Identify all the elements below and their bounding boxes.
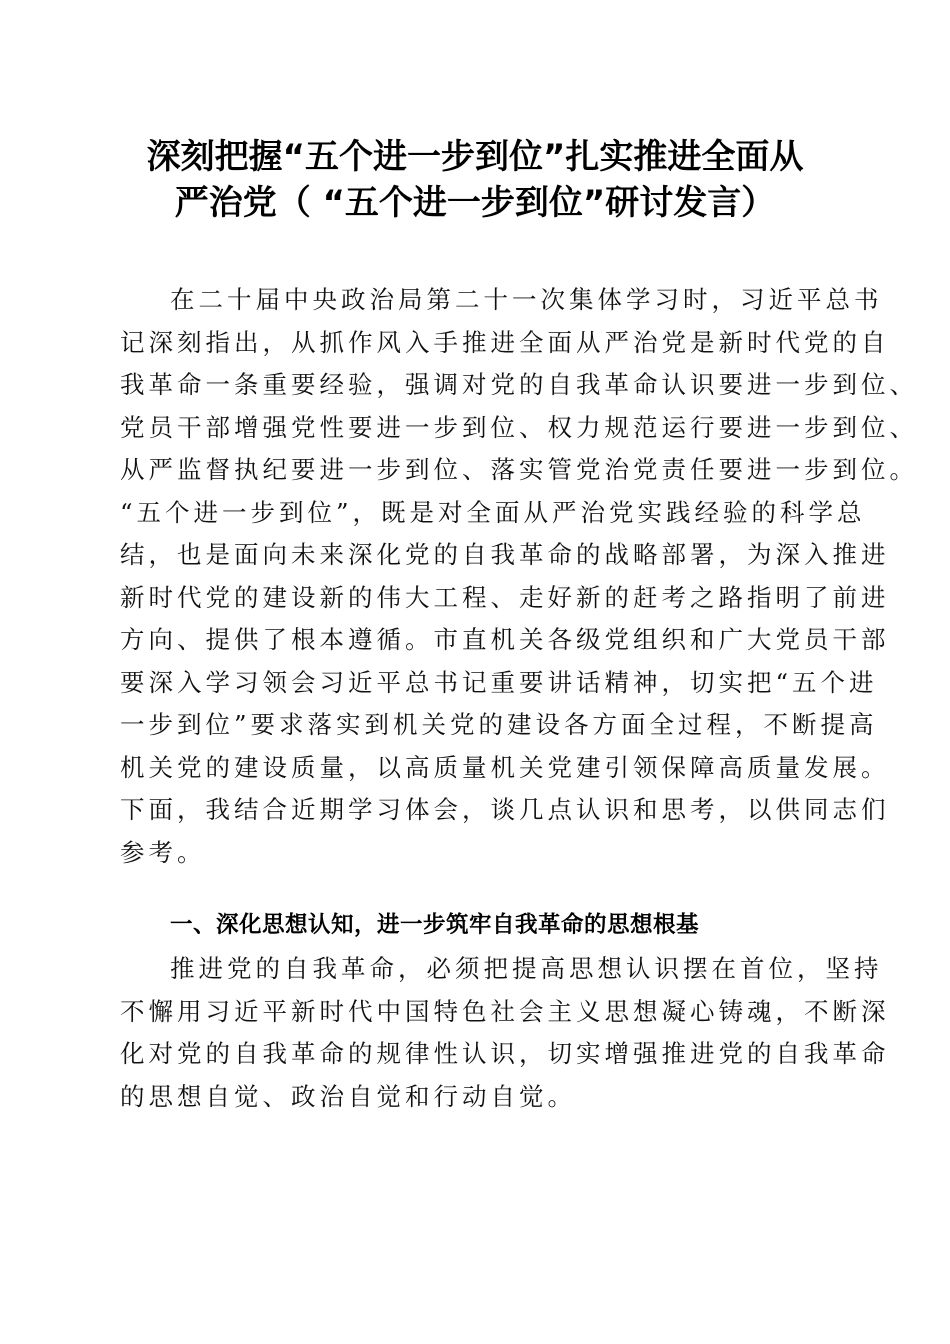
paragraph-line: 下面，我结合近期学习体会，谈几点认识和思考，以供同志们 bbox=[120, 795, 890, 824]
paragraph-line: 要深入学习领会习近平总书记重要讲话精神，切实把“五个进 bbox=[120, 667, 878, 697]
paragraph-line: 从严监督执纪要进一步到位、落实管党治党责任要进一步到位。 bbox=[120, 455, 918, 484]
paragraph-line: 的思想自觉、政治自觉和行动自觉。 bbox=[120, 1081, 576, 1111]
document-title bbox=[100, 134, 850, 226]
paragraph-line: 一步到位”要求落实到机关党的建设各方面全过程，不断提高 bbox=[120, 710, 878, 739]
paragraph-line: 党员干部增强党性要进一步到位、权力规范运行要进一步到位、 bbox=[120, 412, 918, 442]
paragraph-line: 参考。 bbox=[120, 837, 206, 867]
paragraph-line: 结，也是面向未来深化党的自我革命的战略部署，为深入推进 bbox=[120, 540, 890, 569]
paragraph-line: 方向、提供了根本遵循。市直机关各级党组织和广大党员干部 bbox=[120, 625, 890, 654]
paragraph-line: 我革命一条重要经验，强调对党的自我革命认识要进一步到位、 bbox=[120, 370, 918, 399]
paragraph-line: “五个进一步到位”，既是对全面从严治党实践经验的科学总 bbox=[120, 497, 866, 527]
paragraph-line: 在二十届中央政治局第二十一次集体学习时，习近平总书 bbox=[170, 285, 883, 314]
paragraph-line: 不懈用习近平新时代中国特色社会主义思想凝心铸魂，不断深 bbox=[120, 996, 890, 1026]
paragraph-line: 新时代党的建设新的伟大工程、走好新的赶考之路指明了前进 bbox=[120, 582, 890, 612]
paragraph-section-1 bbox=[120, 948, 890, 1118]
paragraph-line: 机关党的建设质量，以高质量机关党建引领保障高质量发展。 bbox=[120, 752, 890, 782]
section-heading-1: 一、深化思想认知，进一步筑牢自我革命的思想根基 bbox=[170, 912, 700, 938]
title-line-2: 严治党（ “五个进一步到位”研讨发言） bbox=[174, 183, 776, 223]
paragraph-intro bbox=[120, 279, 918, 874]
paragraph-line: 化对党的自我革命的规律性认识，切实增强推进党的自我革命 bbox=[120, 1039, 890, 1068]
paragraph-line: 记深刻指出，从抓作风入手推进全面从严治党是新时代党的自 bbox=[120, 327, 890, 357]
title-line-1: 深刻把握“五个进一步到位”扎实推进全面从 bbox=[146, 137, 804, 177]
paragraph-line: 推进党的自我革命，必须把提高思想认识摆在首位，坚持 bbox=[170, 954, 883, 983]
